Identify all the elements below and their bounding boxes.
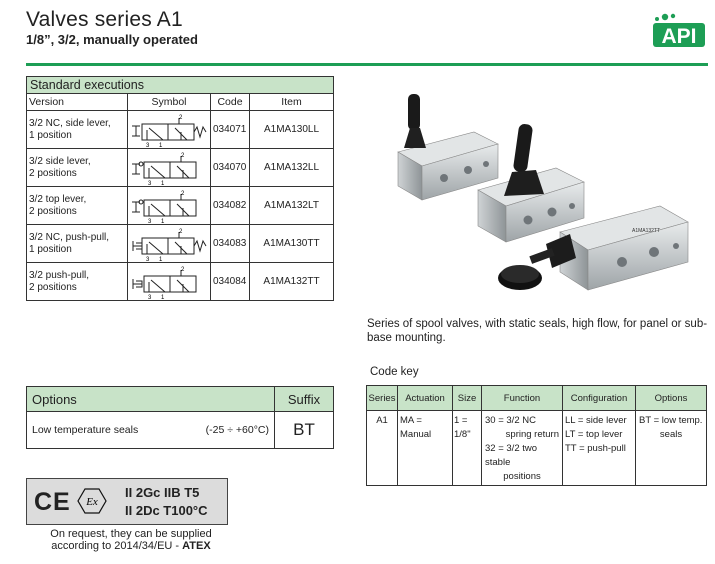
port-label: 3 [148,180,152,186]
item-cell: A1MA130LL [250,111,334,149]
code-cell: 034070 [211,149,250,187]
code-key-header: Configuration [563,386,636,411]
options-table [26,386,334,449]
atex-note-bold: ATEX [182,540,211,552]
version-cell [27,225,128,263]
ex-label: Ex [86,496,98,508]
version-line: 3/2 NC, push-pull, [29,232,110,243]
version-line: 3/2 side lever, [29,156,91,167]
table-row [27,149,334,187]
item-cell: A1MA132LT [250,187,334,225]
table-row [27,225,334,263]
version-cell [27,111,128,149]
valve-symbol-top-lever-detent [128,187,211,225]
table-row [27,111,334,149]
code-key-function [482,411,563,486]
config-line: TT = push-pull [565,443,626,454]
standard-executions-table [26,76,334,301]
version-cell [27,187,128,225]
version-line: 1 position [29,129,72,141]
atex-note [26,528,236,552]
function-line: positions [503,471,541,482]
atex-certification-box [26,478,228,525]
version-line: 1 position [29,243,72,255]
table-row [27,263,334,301]
code-key-actuation: MA = Manual [398,411,453,486]
code-key-size: 1 = 1/8" [453,411,482,486]
product-description: Series of spool valves, with static seals, high flow, for panel or sub-base mounting. [367,318,708,344]
atex-note-line [26,540,236,552]
version-line: 3/2 top lever, [29,194,87,205]
port-label: 3 [148,294,152,300]
function-line: 30 = 3/2 NC [485,415,536,426]
column-header-item: Item [250,94,334,111]
option-label: Low temperature seals [32,424,139,436]
port-label: 1 [161,218,165,224]
atex-note-text: according to 2014/34/EU - [51,540,180,552]
option-suffix: BT [275,412,334,449]
port-label: 2 [179,228,183,235]
atex-line-2: II 2Dc T100°C [125,503,208,518]
options-heading: Options [27,387,275,412]
valve-symbol-side-lever-spring [128,111,211,149]
item-cell: A1MA132TT [250,263,334,301]
version-line: 2 positions [29,167,77,179]
valve-symbol-push-pull-spring [128,225,211,263]
function-line: 32 = 3/2 two stable [485,443,538,468]
port-label: 1 [161,180,165,186]
code-cell: 034071 [211,111,250,149]
version-line: 3/2 push-pull, [29,270,90,281]
version-line: 3/2 NC, side lever, [29,118,111,129]
page-subtitle: 1/8”, 3/2, manually operated [26,32,198,47]
code-key-header: Size [453,386,482,411]
function-line: spring return [505,429,559,440]
header-divider [26,63,708,66]
valve-symbol-side-lever-detent [128,149,211,187]
photo-label: A1MA132TT [632,228,661,234]
code-key-header: Function [482,386,563,411]
code-key-header: Options [636,386,707,411]
table-row [27,187,334,225]
atex-line-1: II 2Gc IIB T5 [125,485,200,500]
ex-hexagon-icon [77,487,107,515]
config-line: LL = side lever [565,415,627,426]
port-label: 1 [161,294,165,300]
options-line: seals [659,429,683,440]
code-cell: 034083 [211,225,250,263]
atex-note-line: On request, they can be supplied [50,528,212,540]
valve-top-lever [478,123,584,242]
option-cell [27,412,275,449]
column-header-symbol: Symbol [128,94,211,111]
code-key-header: Series [367,386,398,411]
code-key-label: Code key [370,366,419,378]
standard-executions-heading: Standard executions [27,77,334,94]
table-row [27,412,334,449]
config-line: LT = top lever [565,429,623,440]
code-key-header: Actuation [398,386,453,411]
ce-mark: CE [34,488,71,516]
code-cell: 034082 [211,187,250,225]
item-cell: A1MA130TT [250,225,334,263]
port-label: 3 [148,218,152,224]
column-header-code: Code [211,94,250,111]
version-line: 2 positions [29,205,77,217]
options-line: BT = low temp. [639,415,703,426]
product-photo [370,82,710,314]
port-label: 3 [146,142,150,148]
option-range: (-25 ÷ +60°C) [205,424,269,436]
item-cell: A1MA132LL [250,149,334,187]
valve-symbol-push-pull-detent [128,263,211,301]
version-cell [27,149,128,187]
valve-side-lever [398,94,498,200]
port-label: 1 [159,142,163,148]
version-cell [27,263,128,301]
port-label: 1 [159,256,163,262]
code-cell: 034084 [211,263,250,301]
port-label: 2 [181,190,185,197]
table-row [367,411,707,486]
code-key-table [366,385,707,486]
port-label: 2 [181,266,185,273]
code-key-series: A1 [367,411,398,486]
api-logo [651,9,707,49]
port-label: 3 [146,256,150,262]
code-key-configuration [563,411,636,486]
port-label: 2 [181,152,185,159]
column-header-version: Version [27,94,128,111]
page-title: Valves series A1 [26,8,183,31]
code-key-options [636,411,707,486]
version-line: 2 positions [29,281,77,293]
logo-text: API [661,25,697,48]
port-label: 2 [179,114,183,121]
suffix-heading: Suffix [275,387,334,412]
